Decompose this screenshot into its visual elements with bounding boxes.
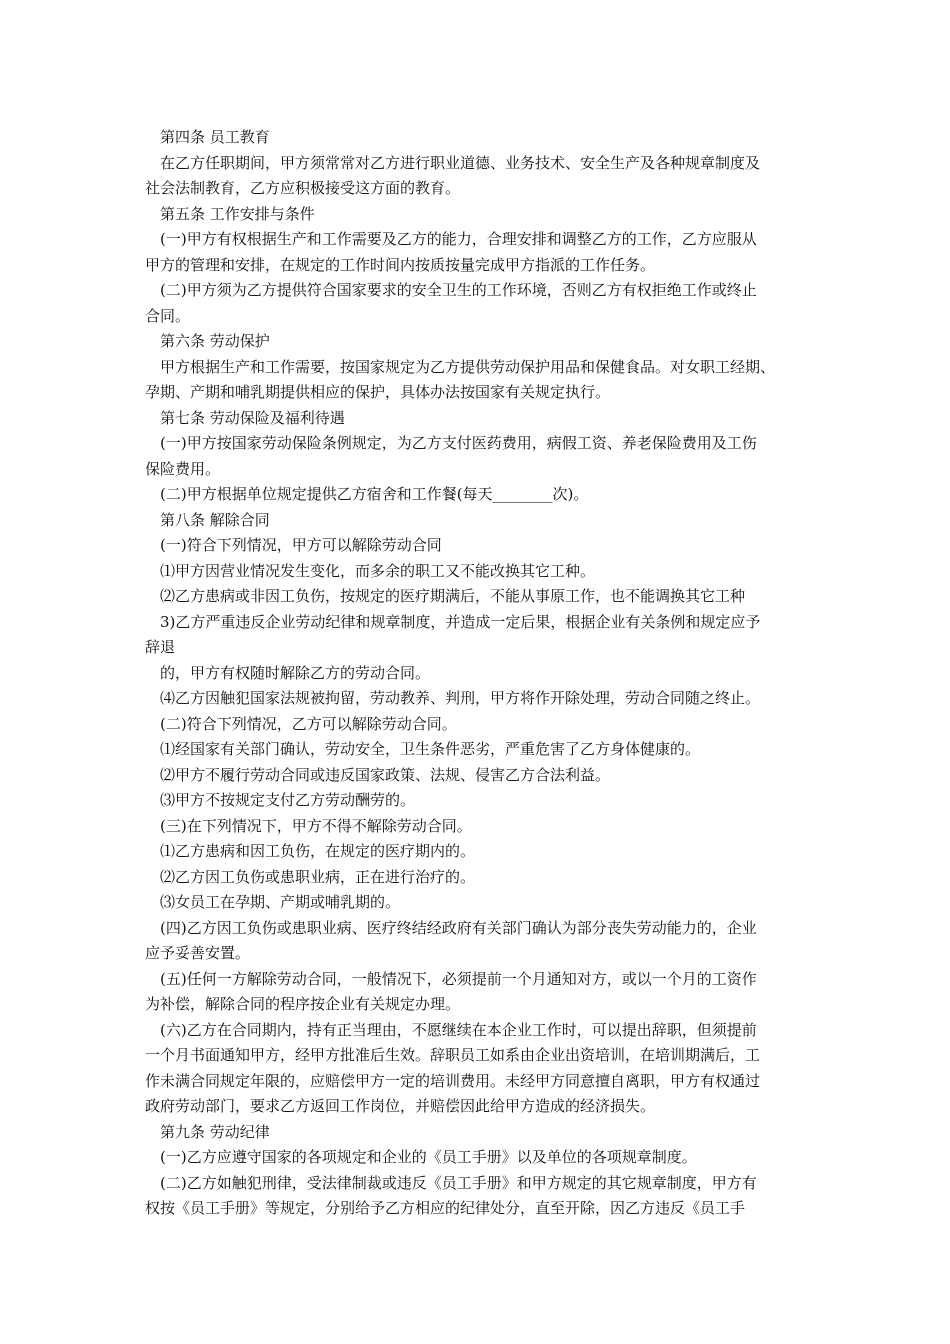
text-line: ⑵甲方不履行劳动合同或违反国家政策、法规、侵害乙方合法利益。 (160, 765, 611, 784)
text-line: ⑴甲方因营业情况发生变化，而多余的职工又不能改换其它工种。 (160, 561, 596, 580)
text-line: (二)甲方须为乙方提供符合国家要求的安全卫生的工作环境，否则乙方有权拒绝工作或终止 (160, 281, 757, 299)
text-line: 甲方根据生产和工作需要，按国家规定为乙方提供劳动保护用品和保健食品。对女职工经期、 (160, 357, 776, 376)
text-line: ⑵乙方因工负伤或患职业病，正在进行治疗的。 (160, 867, 476, 886)
text-line: 社会法制教育，乙方应积极接受这方面的教育。 (145, 179, 461, 197)
text-line: 第五条 工作安排与条件 (160, 204, 315, 223)
text-line: 辞退 (145, 638, 176, 656)
text-line: (三)在下列情况下，甲方不得不解除劳动合同。 (160, 816, 472, 835)
text-line: (二)甲方根据单位规定提供乙方宿舍和工作餐(每天________次)。 (160, 485, 589, 503)
text-line: (四)乙方因工负伤或患职业病、医疗终结经政府有关部门确认为部分丧失劳动能力的，企业 (160, 918, 757, 937)
text-line: (二)乙方如触犯刑律，受法律制裁或违反《员工手册》和甲方规定的其它规章制度，甲方有 (160, 1173, 757, 1192)
text-line: (一)甲方有权根据生产和工作需要及乙方的能力，合理安排和调整乙方的工作，乙方应服从 (160, 230, 757, 248)
text-line: 为补偿，解除合同的程序按企业有关规定办理。 (145, 995, 461, 1013)
text-line: 应予妥善安置。 (145, 944, 251, 962)
text-line: ⑵乙方患病或非因工负伤，按规定的医疗期满后，不能从事原工作，也不能调换其它工种 (160, 587, 746, 605)
document-page (145, 125, 815, 1222)
text-line: ⑷乙方因触犯国家法规被拘留，劳动教养、判刑，甲方将作开除处理，劳动合同随之终止。 (160, 689, 761, 707)
text-line: (一)乙方应遵守国家的各项规定和企业的《员工手册》以及单位的各项规章制度。 (160, 1148, 697, 1166)
text-line: 一个月书面通知甲方，经甲方批准后生效。辞职员工如系由企业出资培训，在培训期满后，工 (145, 1046, 761, 1064)
text-line: 保险费用。 (145, 459, 221, 478)
text-line: 合同。 (145, 306, 191, 325)
text-line: 作未满合同规定年限的，应赔偿甲方一定的培训费用。未经甲方同意擅自离职，甲方有权通过 (145, 1071, 761, 1090)
text-line: (一)符合下列情况，甲方可以解除劳动合同 (160, 536, 442, 554)
text-line: 甲方的管理和安排，在规定的工作时间内按质按量完成甲方指派的工作任务。 (145, 255, 656, 274)
text-line: 3)乙方严重违反企业劳动纪律和规章制度，并造成一定后果，根据企业有关条例和规定应予 (160, 612, 761, 631)
text-line: ⑴乙方患病和因工负伤，在规定的医疗期内的。 (160, 842, 476, 860)
text-line: 第六条 劳动保护 (160, 332, 270, 350)
text-line: (一)甲方按国家劳动保险条例规定，为乙方支付医药费用，病假工资、养老保险费用及工伤 (160, 434, 757, 452)
text-line: 政府劳动部门，要求乙方返回工作岗位，并赔偿因此给甲方造成的经济损失。 (145, 1097, 656, 1115)
text-line: ⑶女员工在孕期、产期或哺乳期的。 (160, 893, 401, 911)
text-line: ⑴经国家有关部门确认，劳动安全，卫生条件恶劣，严重危害了乙方身体健康的。 (160, 740, 701, 758)
text-line: 第四条 员工教育 (160, 128, 270, 146)
text-line: (五)任何一方解除劳动合同，一般情况下，必须提前一个月通知对方，或以一个月的工资作 (160, 969, 757, 988)
text-line: 第八条 解除合同 (160, 510, 270, 529)
text-line: 权按《员工手册》等规定，分别给予乙方相应的纪律处分，直至开除，因乙方违反《员工手 (145, 1199, 746, 1217)
text-line: (二)符合下列情况，乙方可以解除劳动合同。 (160, 714, 457, 733)
text-line: 第七条 劳动保险及福利待遇 (160, 408, 345, 427)
text-line: 第九条 劳动纪律 (160, 1122, 270, 1141)
text-line: (六)乙方在合同期内，持有正当理由，不愿继续在本企业工作时，可以提出辞职，但须提前 (160, 1020, 757, 1039)
text-line: 孕期、产期和哺乳期提供相应的保护，具体办法按国家有关规定执行。 (145, 383, 611, 401)
text-line: ⑶甲方不按规定支付乙方劳动酬劳的。 (160, 791, 416, 809)
text-line: 的，甲方有权随时解除乙方的劳动合同。 (160, 663, 431, 682)
text-line: 在乙方任职期间，甲方须常常对乙方进行职业道德、业务技术、安全生产及各种规章制度及 (160, 153, 761, 172)
